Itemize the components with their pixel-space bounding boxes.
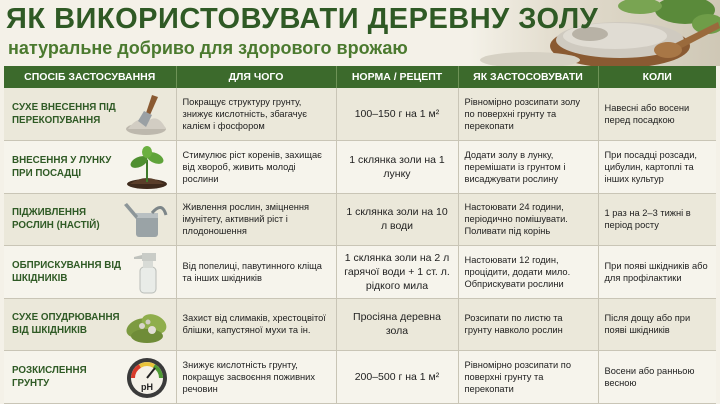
method-name: ОБПРИСКУВАННЯ ВІД ШКІДНИКІВ xyxy=(12,259,122,284)
norm-cell: Просіяна деревна зола xyxy=(336,298,458,351)
table-row xyxy=(4,141,716,194)
how-cell: Рівномірно розсипати золу по поверхні грунту та перекопати xyxy=(458,88,598,141)
ash-with-trowel-icon xyxy=(122,91,172,137)
method-cell xyxy=(4,88,176,141)
column-header-purpose: ДЛЯ ЧОГО xyxy=(176,66,336,88)
table-row xyxy=(4,351,716,404)
column-header-method: СПОСІБ ЗАСТОСУВАННЯ xyxy=(4,66,176,88)
method-cell xyxy=(4,141,176,194)
column-header-norm: НОРМА / РЕЦЕПТ xyxy=(336,66,458,88)
when-cell: 1 раз на 2–3 тижні в період росту xyxy=(598,193,716,246)
ph-label: pH xyxy=(140,382,153,392)
ash-usage-table xyxy=(4,66,716,404)
method-name: ВНЕСЕННЯ У ЛУНКУ ПРИ ПОСАДЦІ xyxy=(12,154,112,179)
norm-cell: 1 склянка золи на 10 л води xyxy=(336,193,458,246)
when-cell: При появі шкідників або для профілактики xyxy=(598,246,716,299)
page-subtitle: натуральне добриво для здорового врожаю xyxy=(8,38,408,58)
purpose-cell: Знижує кислотність грунту, покращує засвоєння поживних речовин xyxy=(176,351,336,404)
how-cell: Настоювати 12 годин, процідити, додати мило. Обприскувати рослини xyxy=(458,246,598,299)
column-header-when: КОЛИ xyxy=(598,66,716,88)
when-cell: Навесні або восени перед посадкою xyxy=(598,88,716,141)
purpose-cell: Покращує структуру грунту, знижує кислотність, збагачує калієм і фосфором xyxy=(176,88,336,141)
method-cell xyxy=(4,193,176,246)
purpose-cell: Стимулює ріст коренів, захищає від хвороб, живить молоді рослини xyxy=(176,141,336,194)
purpose-cell: Живлення рослин, зміцнення імунітету, активний ріст і плодоношення xyxy=(176,193,336,246)
how-cell: Розсипати по листю та грунту навколо рослин xyxy=(458,298,598,351)
ph-gauge-icon xyxy=(122,354,172,400)
table-header-row xyxy=(4,66,716,88)
norm-cell: 200–500 г на 1 м² xyxy=(336,351,458,404)
method-name: ПІДЖИВЛЕННЯ РОСЛИН (НАСТІЙ) xyxy=(12,207,100,232)
seedling-icon xyxy=(122,144,172,190)
table-row xyxy=(4,193,716,246)
when-cell: Восени або ранньою весною xyxy=(598,351,716,404)
method-name: СУХЕ ВНЕСЕННЯ ПІД ПЕРЕКОПУВАННЯ xyxy=(12,102,116,126)
when-cell: Після дощу або при появі шкідників xyxy=(598,298,716,351)
norm-cell: 100–150 г на 1 м² xyxy=(336,88,458,141)
method-cell xyxy=(4,351,176,404)
table-row xyxy=(4,298,716,351)
when-cell: При посадці розсади, цибулин, картоплі та інших культур xyxy=(598,141,716,194)
table-row xyxy=(4,246,716,299)
purpose-cell: Захист від слимаків, хрестоцвітої блішки, капустяної мухи та ін. xyxy=(176,298,336,351)
how-cell: Додати золу в лунку, перемішати із грунтом і висаджувати рослину xyxy=(458,141,598,194)
spray-bottle-icon xyxy=(122,249,172,295)
norm-cell: 1 склянка золи на 2 л гарячої води + 1 ст. л. рідкого мила xyxy=(336,246,458,299)
leaves-with-ash-icon xyxy=(122,302,172,348)
how-cell: Рівномірно розсипати по поверхні грунту та перекопати xyxy=(458,351,598,404)
watering-can-icon xyxy=(122,197,172,243)
column-header-how: ЯК ЗАСТОСОВУВАТИ xyxy=(458,66,598,88)
page-title: ЯК ВИКОРИСТОВУВАТИ ДЕРЕВНУ ЗОЛУ xyxy=(6,3,599,35)
method-cell xyxy=(4,246,176,299)
norm-cell: 1 склянка золи на 1 лунку xyxy=(336,141,458,194)
method-cell xyxy=(4,298,176,351)
method-name: СУХЕ ОПУДРЮВАННЯ ВІД ШКІДНИКІВ xyxy=(12,312,120,337)
method-name: РОЗКИСЛЕННЯ ГРУНТУ xyxy=(12,364,87,389)
how-cell: Настоювати 24 години, періодично помішувати. Поливати під корінь xyxy=(458,193,598,246)
table-row xyxy=(4,88,716,141)
purpose-cell: Від попелиці, павутинного кліща та інших шкідників xyxy=(176,246,336,299)
